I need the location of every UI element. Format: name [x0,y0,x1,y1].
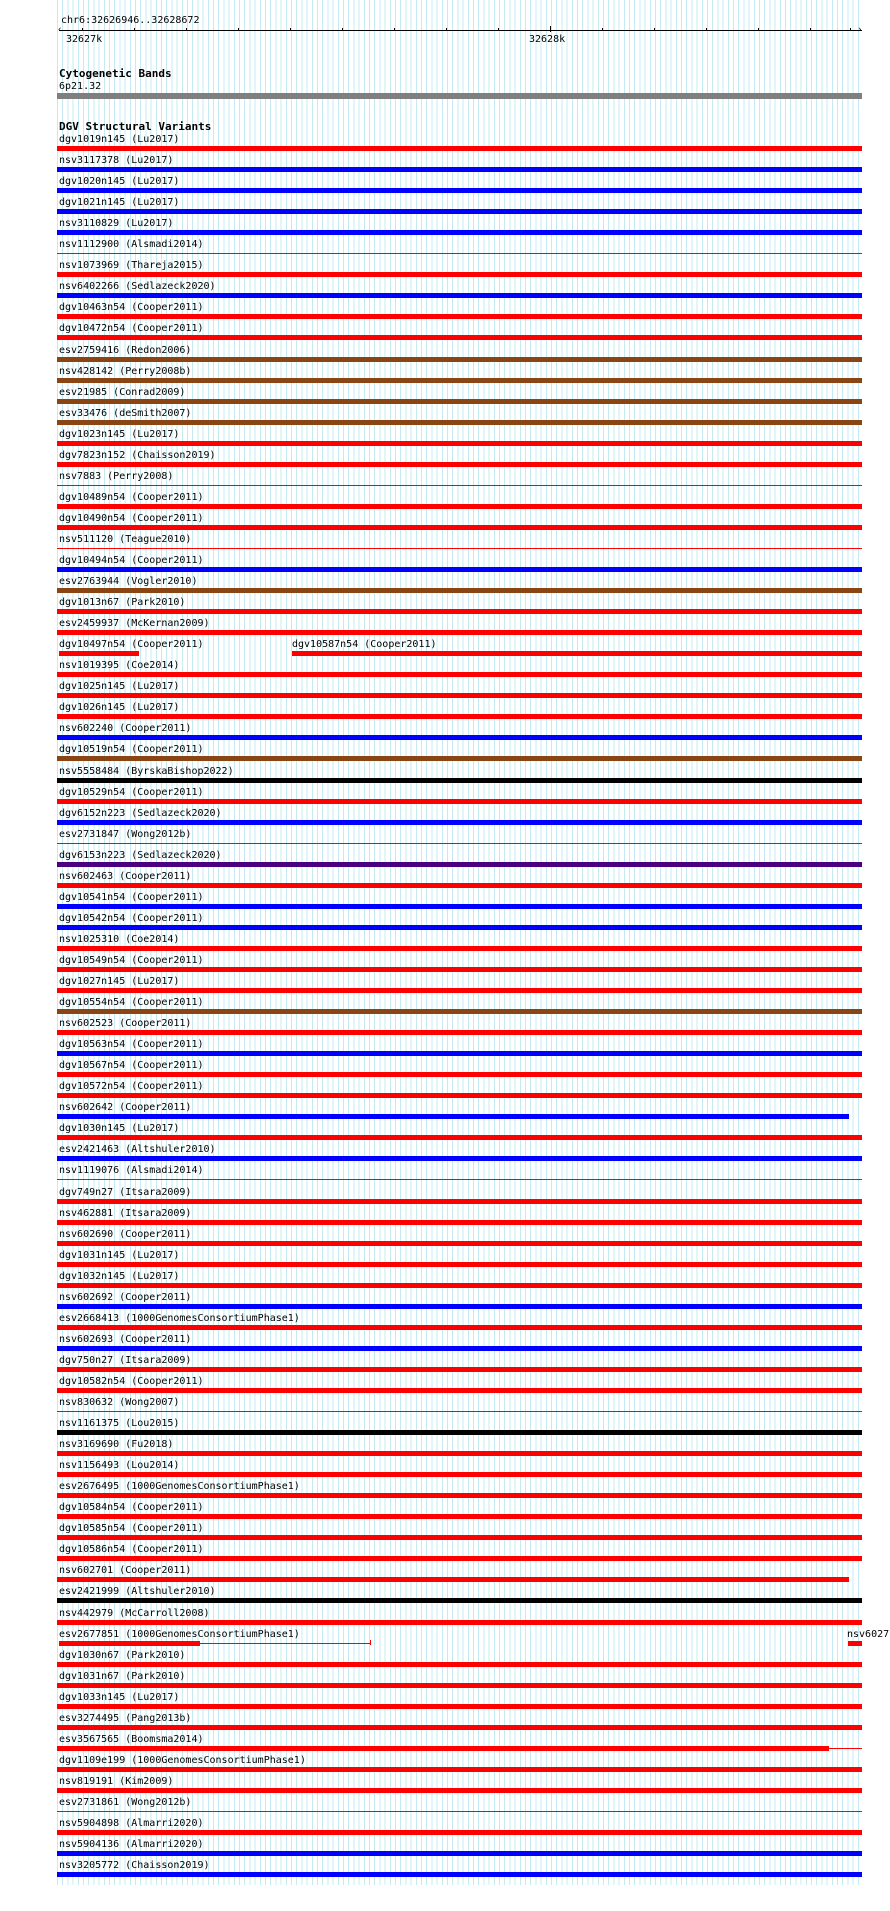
variant-bar[interactable] [57,441,862,446]
variant-label[interactable]: nsv1073969 (Thareja2015) [59,260,204,271]
variant-bar[interactable] [57,1241,862,1246]
variant-bar[interactable] [57,1346,862,1351]
variant-label[interactable]: esv33476 (deSmith2007) [59,408,192,419]
variant-label[interactable]: nsv428142 (Perry2008b) [59,366,192,377]
variant-label[interactable]: nsv830632 (Wong2007) [59,1397,180,1408]
variant-bar[interactable] [57,946,862,951]
variant-bar[interactable] [57,1030,862,1035]
variant-label[interactable]: dgv1020n145 (Lu2017) [59,176,180,187]
variant-bar[interactable] [57,230,862,235]
dgv-track-title: DGV Structural Variants [59,120,212,133]
variant-label[interactable]: nsv3110829 (Lu2017) [59,218,174,229]
variant-label[interactable]: dgv10572n54 (Cooper2011) [59,1081,204,1092]
variant-bar[interactable] [57,609,862,614]
variant-bar[interactable] [57,1283,862,1288]
ruler-tick [186,28,187,31]
variant-label[interactable]: nsv602692 (Cooper2011) [59,1292,192,1303]
variant-label[interactable]: dgv6152n223 (Sedlazeck2020) [59,808,222,819]
variant-label[interactable]: dgv10554n54 (Cooper2011) [59,997,204,1008]
variant-bar[interactable] [57,1830,862,1835]
variant-bar[interactable] [57,525,862,530]
variant-label[interactable]: dgv1033n145 (Lu2017) [59,1692,180,1703]
variant-bar[interactable] [59,1641,200,1646]
variant-bar[interactable] [57,1851,862,1856]
variant-label[interactable]: nsv602523 (Cooper2011) [59,1018,192,1029]
variant-bar[interactable] [57,1598,862,1603]
variant-label[interactable]: nsv6402266 (Sedlazeck2020) [59,281,216,292]
variant-label[interactable]: nsv7883 (Perry2008) [59,471,174,482]
variant-label[interactable]: dgv10489n54 (Cooper2011) [59,492,204,503]
variant-label[interactable]: dgv10587n54 (Cooper2011) [292,639,437,650]
variant-label[interactable]: dgv10582n54 (Cooper2011) [59,1376,204,1387]
ruler-left-label: 32627k [66,34,103,45]
variant-label[interactable]: dgv1032n145 (Lu2017) [59,1271,180,1282]
variant-bar[interactable] [57,567,862,572]
variant-end-tick [370,1640,371,1645]
variant-label[interactable]: dgv10542n54 (Cooper2011) [59,913,204,924]
ruler-tick [134,28,135,31]
variant-bar[interactable] [57,485,862,486]
variant-bar[interactable] [57,883,862,888]
variant-label[interactable]: esv2677851 (1000GenomesConsortiumPhase1) [59,1629,300,1640]
variant-bar[interactable] [57,1411,862,1412]
variant-bar[interactable] [57,1072,862,1077]
variant-bar[interactable] [57,548,862,549]
variant-label[interactable]: nsv602701 (Cooper2011) [59,1565,192,1576]
variant-bar[interactable] [57,1662,862,1667]
variant-bar[interactable] [57,630,862,635]
variant-bar[interactable] [57,335,862,340]
variant-bar[interactable] [57,799,862,804]
variant-label[interactable]: dgv1026n145 (Lu2017) [59,702,180,713]
variant-bar[interactable] [57,1114,849,1119]
variant-bar[interactable] [57,1746,829,1751]
variant-bar[interactable] [57,1556,862,1561]
variant-label[interactable]: nsv511120 (Teague2010) [59,534,192,545]
ruler-tick [446,28,447,31]
variant-bar[interactable] [57,1430,862,1435]
variant-bar[interactable] [57,1788,862,1793]
variant-bar[interactable] [57,1767,862,1772]
variant-label[interactable]: nsv1112900 (Alsmadi2014) [59,239,204,250]
ruler-tick [394,28,395,31]
variant-label[interactable]: dgv1021n145 (Lu2017) [59,197,180,208]
variant-label[interactable]: esv2759416 (Redon2006) [59,345,192,356]
variant-label[interactable]: dgv10567n54 (Cooper2011) [59,1060,204,1071]
ruler-tick [82,28,83,31]
variant-bar[interactable] [57,1872,862,1877]
variant-bar[interactable] [57,167,862,172]
position-label: chr6:32626946..32628672 [61,15,200,26]
variant-label[interactable]: dgv10584n54 (Cooper2011) [59,1502,204,1513]
variant-bar[interactable] [57,1811,862,1812]
variant-label[interactable]: nsv3117378 (Lu2017) [59,155,174,166]
variant-bar[interactable] [57,1304,862,1309]
variant-bar[interactable] [57,1199,862,1204]
variant-bar[interactable] [57,843,862,844]
variant-bar[interactable] [57,1156,862,1161]
variant-label[interactable]: esv2421463 (Altshuler2010) [59,1144,216,1155]
variant-bar[interactable] [57,1009,862,1014]
variant-label[interactable]: dgv10549n54 (Cooper2011) [59,955,204,966]
variant-bar[interactable] [57,756,862,761]
variant-bar[interactable] [57,1493,862,1498]
variant-label[interactable]: dgv1031n67 (Park2010) [59,1671,186,1682]
variant-label[interactable]: dgv1109e199 (1000GenomesConsortiumPhase1) [59,1755,306,1766]
variant-bar[interactable] [57,904,862,909]
variant-bar[interactable] [57,1325,862,1330]
variant-label[interactable]: esv3274495 (Pang2013b) [59,1713,192,1724]
variant-bar[interactable] [57,1535,862,1540]
variant-label[interactable]: nsv602642 (Cooper2011) [59,1102,192,1113]
variant-bar[interactable] [57,146,862,151]
variant-label[interactable]: dgv10497n54 (Cooper2011) [59,639,204,650]
variant-label[interactable]: dgv749n27 (Itsara2009) [59,1187,192,1198]
variant-label[interactable]: dgv10490n54 (Cooper2011) [59,513,204,524]
variant-label[interactable]: dgv10585n54 (Cooper2011) [59,1523,204,1534]
variant-bar[interactable] [57,1514,862,1519]
ruler-line [59,30,862,31]
variant-label[interactable]: dgv750n27 (Itsara2009) [59,1355,192,1366]
variant-label[interactable]: dgv1030n145 (Lu2017) [59,1123,180,1134]
variant-label[interactable]: esv2731861 (Wong2012b) [59,1797,192,1808]
variant-bar[interactable] [57,588,862,593]
variant-bar[interactable] [57,988,862,993]
variant-label[interactable]: esv3567565 (Boomsma2014) [59,1734,204,1745]
variant-bar[interactable] [848,1641,862,1646]
variant-bar[interactable] [57,357,862,362]
variant-bar[interactable] [57,272,862,277]
variant-bar[interactable] [57,209,862,214]
variant-label[interactable]: nsv1156493 (Lou2014) [59,1460,180,1471]
variant-bar[interactable] [57,314,862,319]
variant-bar[interactable] [57,778,862,783]
ruler-tick [602,28,603,31]
cytoband-bar[interactable] [57,93,862,99]
ruler-left-arrow-icon: ‹ [57,25,63,35]
variant-label[interactable]: dgv1019n145 (Lu2017) [59,134,180,145]
variant-label[interactable]: esv2459937 (McKernan2009) [59,618,210,629]
variant-label[interactable]: nsv602240 (Cooper2011) [59,723,192,734]
variant-label[interactable]: nsv3205772 (Chaisson2019) [59,1860,210,1871]
variant-label[interactable]: dgv7823n152 (Chaisson2019) [59,450,216,461]
variant-label[interactable]: dgv1023n145 (Lu2017) [59,429,180,440]
variant-bar[interactable] [57,462,862,467]
variant-bar[interactable] [57,1220,862,1225]
ruler-tick [758,28,759,31]
variant-label[interactable]: dgv10541n54 (Cooper2011) [59,892,204,903]
variant-bar[interactable] [57,1472,862,1477]
variant-label[interactable]: nsv1119076 (Alsmadi2014) [59,1165,204,1176]
variant-label[interactable]: nsv819191 (Kim2009) [59,1776,174,1787]
variant-bar[interactable] [57,735,862,740]
variant-label[interactable]: dgv6153n223 (Sedlazeck2020) [59,850,222,861]
ruler-tick [238,28,239,31]
variant-bar[interactable] [57,862,862,867]
variant-bar[interactable] [57,1179,862,1180]
variant-label[interactable]: esv2676495 (1000GenomesConsortiumPhase1) [59,1481,300,1492]
cytoband-title: Cytogenetic Bands [59,67,172,80]
variant-label[interactable]: esv2668413 (1000GenomesConsortiumPhase1) [59,1313,300,1324]
variant-bar[interactable] [57,420,862,425]
variant-bar[interactable] [57,967,862,972]
variant-label[interactable]: esv21985 (Conrad2009) [59,387,186,398]
variant-label[interactable]: nsv602463 (Cooper2011) [59,871,192,882]
variant-gap-line [200,1643,371,1644]
variant-bar[interactable] [57,504,862,509]
ruler-tick [290,28,291,31]
variant-label[interactable]: dgv10472n54 (Cooper2011) [59,323,204,334]
variant-label[interactable]: nsv6027 [847,1629,890,1640]
variant-label[interactable]: dgv10494n54 (Cooper2011) [59,555,204,566]
variant-label[interactable]: dgv10529n54 (Cooper2011) [59,787,204,798]
variant-bar[interactable] [57,693,862,698]
variant-tail-line [829,1748,862,1749]
ruler-right-arrow-icon: › [857,25,863,35]
variant-label[interactable]: nsv1161375 (Lou2015) [59,1418,180,1429]
variant-bar[interactable] [57,1683,862,1688]
variant-label[interactable]: nsv602693 (Cooper2011) [59,1334,192,1345]
ruler-mid-label: 32628k [529,34,566,45]
variant-label[interactable]: dgv1027n145 (Lu2017) [59,976,180,987]
variant-label[interactable]: dgv1031n145 (Lu2017) [59,1250,180,1261]
variant-label[interactable]: nsv602690 (Cooper2011) [59,1229,192,1240]
variant-bar[interactable] [57,714,862,719]
ruler-tick [550,26,551,32]
variant-bar[interactable] [292,651,862,656]
variant-bar[interactable] [57,1051,862,1056]
variant-bar[interactable] [59,651,139,656]
variant-label[interactable]: esv2731847 (Wong2012b) [59,829,192,840]
variant-label[interactable]: nsv5558484 (ByrskaBishop2022) [59,766,234,777]
variant-label[interactable]: nsv5904898 (Almarri2020) [59,1818,204,1829]
ruler-tick [498,28,499,31]
variant-bar[interactable] [57,925,862,930]
variant-label[interactable]: dgv10463n54 (Cooper2011) [59,302,204,313]
ruler-tick [850,28,851,31]
variant-bar[interactable] [57,378,862,383]
variant-bar[interactable] [57,820,862,825]
variant-bar[interactable] [57,293,862,298]
variant-bar[interactable] [57,1367,862,1372]
variant-label[interactable]: esv2421999 (Altshuler2010) [59,1586,216,1597]
variant-label[interactable]: dgv10563n54 (Cooper2011) [59,1039,204,1050]
variant-bar[interactable] [57,399,862,404]
cytoband-label: 6p21.32 [59,81,102,92]
variant-bar[interactable] [57,1577,849,1582]
variant-label[interactable]: nsv442979 (McCarroll2008) [59,1608,210,1619]
variant-label[interactable]: dgv1025n145 (Lu2017) [59,681,180,692]
variant-bar[interactable] [57,188,862,193]
variant-bar[interactable] [57,1388,862,1393]
variant-label[interactable]: nsv5904136 (Almarri2020) [59,1839,204,1850]
variant-bar[interactable] [57,1262,862,1267]
variant-label[interactable]: dgv10519n54 (Cooper2011) [59,744,204,755]
variant-bar[interactable] [57,1620,862,1625]
variant-bar[interactable] [57,1451,862,1456]
variant-bar[interactable] [57,1135,862,1140]
variant-label[interactable]: nsv3169690 (Fu2018) [59,1439,174,1450]
variant-bar[interactable] [57,1093,862,1098]
ruler-tick [654,28,655,31]
variant-label[interactable]: dgv1030n67 (Park2010) [59,1650,186,1661]
variant-label[interactable]: dgv1013n67 (Park2010) [59,597,186,608]
ruler-tick [706,28,707,31]
variant-bar[interactable] [57,1725,862,1730]
variant-label[interactable]: nsv462881 (Itsara2009) [59,1208,192,1219]
variant-label[interactable]: nsv1025310 (Coe2014) [59,934,180,945]
variant-bar[interactable] [57,253,862,254]
variant-bar[interactable] [57,1704,862,1709]
variant-bar[interactable] [57,672,862,677]
ruler-tick [810,28,811,31]
variant-label[interactable]: esv2763944 (Vogler2010) [59,576,198,587]
ruler-tick [342,28,343,31]
variant-label[interactable]: dgv10586n54 (Cooper2011) [59,1544,204,1555]
variant-label[interactable]: nsv1019395 (Coe2014) [59,660,180,671]
